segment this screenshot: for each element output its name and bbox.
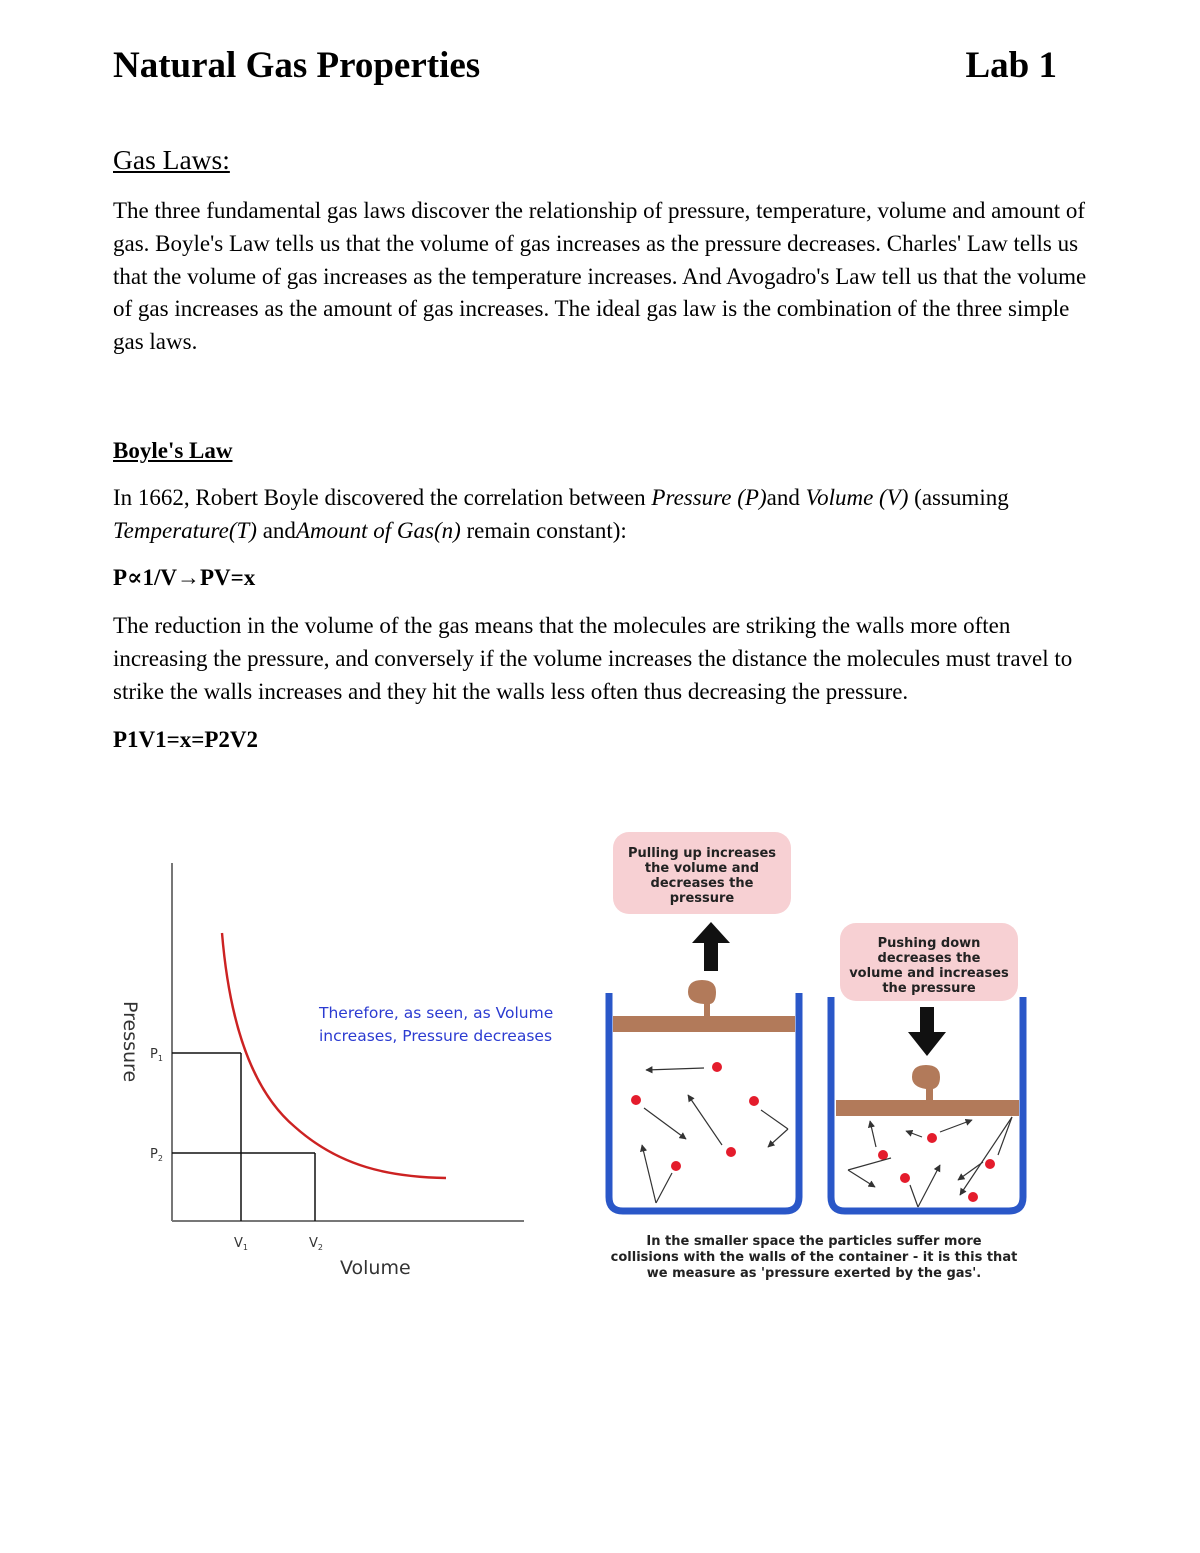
piston-diagram [600, 825, 1040, 1295]
particle [631, 1095, 641, 1105]
boyle-text-b: (assuming [908, 484, 1009, 510]
boyle-curve [222, 933, 446, 1178]
boyle-text-c: remain constant): [460, 517, 627, 543]
up-arrow-icon [692, 922, 730, 971]
piston-handle-right [912, 1065, 940, 1100]
boyle-heading: Boyle's Law [113, 437, 233, 463]
p2-label: $P_2$ [150, 1147, 163, 1163]
lab-label: Lab 1 [965, 45, 1057, 86]
bubble-left-line3: decreases the [650, 876, 754, 891]
piston-plate-left [613, 1016, 795, 1032]
bubble-pull-up [613, 832, 791, 914]
x-axis-label: Volume [340, 1257, 411, 1279]
formula-proportional: P∝1/V→PV=x [113, 565, 256, 591]
graph-note-line2: increases, Pressure decreases [319, 1027, 553, 1045]
bubble-left-line1: Pulling up increases [627, 846, 777, 861]
document-title: Natural Gas Properties [113, 45, 481, 86]
v1-label: $V_1$ [234, 1236, 248, 1252]
p1-label: $P_1$ [150, 1047, 163, 1063]
bubble-right-line4: the pressure [882, 981, 976, 996]
caption-line3: we measure as 'pressure exerted by the gas'. [646, 1266, 982, 1281]
bubble-right-line2: decreases the [877, 951, 981, 966]
down-arrow-icon [908, 1007, 946, 1056]
caption-line1: In the smaller space the particles suffer more [646, 1234, 982, 1249]
particle [878, 1150, 888, 1160]
particle [985, 1159, 995, 1169]
term-temperature: Temperature(T) [113, 517, 257, 543]
document-body [113, 143, 1098, 771]
section-heading: Gas Laws: [113, 144, 230, 175]
v2-label: $V_2$ [309, 1236, 323, 1252]
particle [712, 1062, 722, 1072]
piston-plate-right [836, 1100, 1019, 1116]
particle [927, 1133, 937, 1143]
term-pressure: Pressure (P) [651, 484, 767, 510]
bubble-right-line3: volume and increases [849, 966, 1009, 981]
boyle-text-a: In 1662, Robert Boyle discovered the correlation between [113, 484, 652, 510]
piston-handle-left [688, 980, 716, 1016]
intro-paragraph: The three fundamental gas laws discover the relationship of pressure, temperature, volume and amount of gas. Boyle's Law tells us that the volume of gas increases as the pressure decreases. Charles' Law tells us that the volume of gas increases as the temperature increases. And Avogadro's Law tell us that the volume of gas increases as the amount of gas increases. The ideal gas law is the combination of the three simple gas laws. [113, 198, 1087, 355]
caption-line2: collisions with the walls of the container - it is this that [610, 1250, 1018, 1265]
y-axis-label: Pressure [119, 1001, 141, 1083]
particle [900, 1173, 910, 1183]
particle [726, 1147, 736, 1157]
boyle-paragraph [113, 482, 1098, 548]
container-large [609, 980, 799, 1211]
formula-equality: P1V1=x=P2V2 [113, 726, 259, 752]
explanation-paragraph: The reduction in the volume of the gas means that the molecules are striking the walls more often increasing the pressure, and conversely if the volume increases the distance the molecules must travel to strike the walls increases and they hit the walls less often thus decreasing the pressure. [113, 613, 1073, 704]
term-volume: Volume (V) [805, 484, 909, 510]
particle [671, 1161, 681, 1171]
graph-note-line1: Therefore, as seen, as Volume [319, 1004, 554, 1022]
page-header [113, 44, 1057, 87]
particle [749, 1096, 759, 1106]
pressure-volume-graph [110, 855, 560, 1295]
bubble-right-line1: Pushing down [877, 936, 981, 951]
boyle-text-and2: and [256, 517, 296, 543]
bubble-left-line2: the volume and [644, 861, 760, 876]
particle [968, 1192, 978, 1202]
bubble-left-line4: pressure [669, 891, 735, 906]
boyle-text-and1: and [766, 484, 806, 510]
bubble-push-down [840, 923, 1018, 1001]
term-amount: Amount of Gas(n) [295, 517, 461, 543]
